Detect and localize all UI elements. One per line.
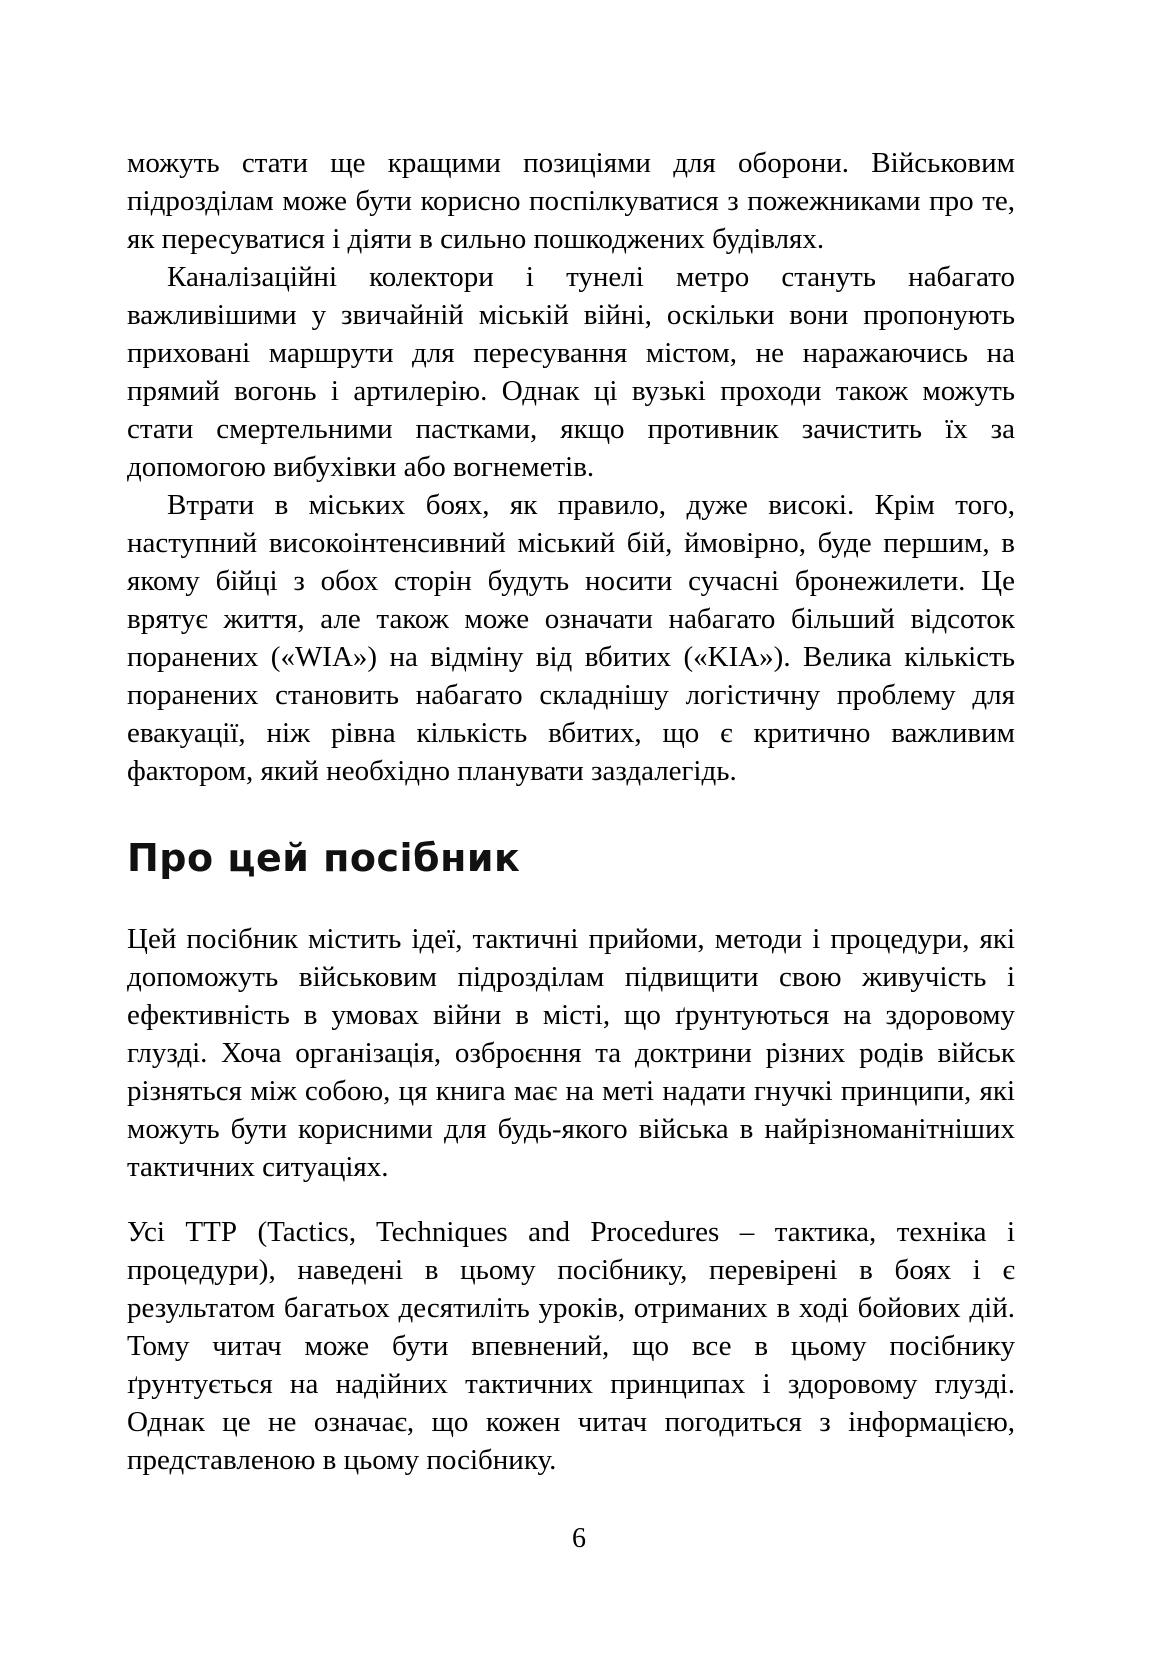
section-heading: Про цей посібник — [127, 836, 521, 880]
page-number: 6 — [572, 1523, 586, 1554]
body-paragraph: Каналізаційні колектори і тунелі метро стануть набагато важливішими у звичайній міській війні, оскільки вони пропонують приховані маршрути для пересування містом, не наражаючись на прямий вогонь і артилерію. Однак ці вузькі проходи також можуть стати смертельними пастками, якщо противник зачистить їх за допомогою вибухівки або вогнеметів. — [127, 261, 1015, 483]
page-content — [127, 144, 1015, 1506]
body-paragraph: Втрати в міських боях, як правило, дуже високі. Крім того, наступний високоінтенсивний міський бій, ймовірно, буде першим, в якому бійці з обох сторін будуть носити сучасні бронежилети. Це врятує життя, але також може означати набагато більший відсоток поранених («WIA») на відміну від вбитих («KIA»). Велика кількість поранених становить набагато складнішу логістичну проблему для евакуації, ніж рівна кількість вбитих, що є критично важливим фактором, який необхідно планувати заздалегідь. — [127, 489, 1015, 787]
body-paragraph-continued: можуть стати ще кращими позиціями для оборони. Військовим підрозділам може бути корисно поспілкуватися з пожежниками про те, як пересуватися і діяти в сильно пошкоджених будівлях. — [127, 147, 1015, 255]
body-paragraph: Усі ТТР (Tactics, Techniques and Procedures – тактика, техніка і процедури), наведені в цьому посібнику, перевірені в боях і є результатом багатьох десятиліть уроків, отриманих в ході бойових дій. Тому читач може бути впевнений, що все в цьому посібнику ґрунтується на надійних тактичних принципах і здоровому глузді. Однак це не означає, що кожен читач погодиться з інформацією, представленою в цьому посібнику. — [127, 1216, 1015, 1476]
body-paragraph: Цей посібник містить ідеї, тактичні прийоми, методи і процедури, які допоможуть військовим підрозділам підвищити свою живучість і ефективність в умовах війни в місті, що ґрунтуються на здоровому глузді. Хоча організація, озброєння та доктрини різних родів військ різняться між собою, ця книга має на меті надати гнучкі принципи, які можуть бути корисними для будь-якого війська в найрізноманітніших тактичних ситуаціях. — [127, 923, 1015, 1183]
